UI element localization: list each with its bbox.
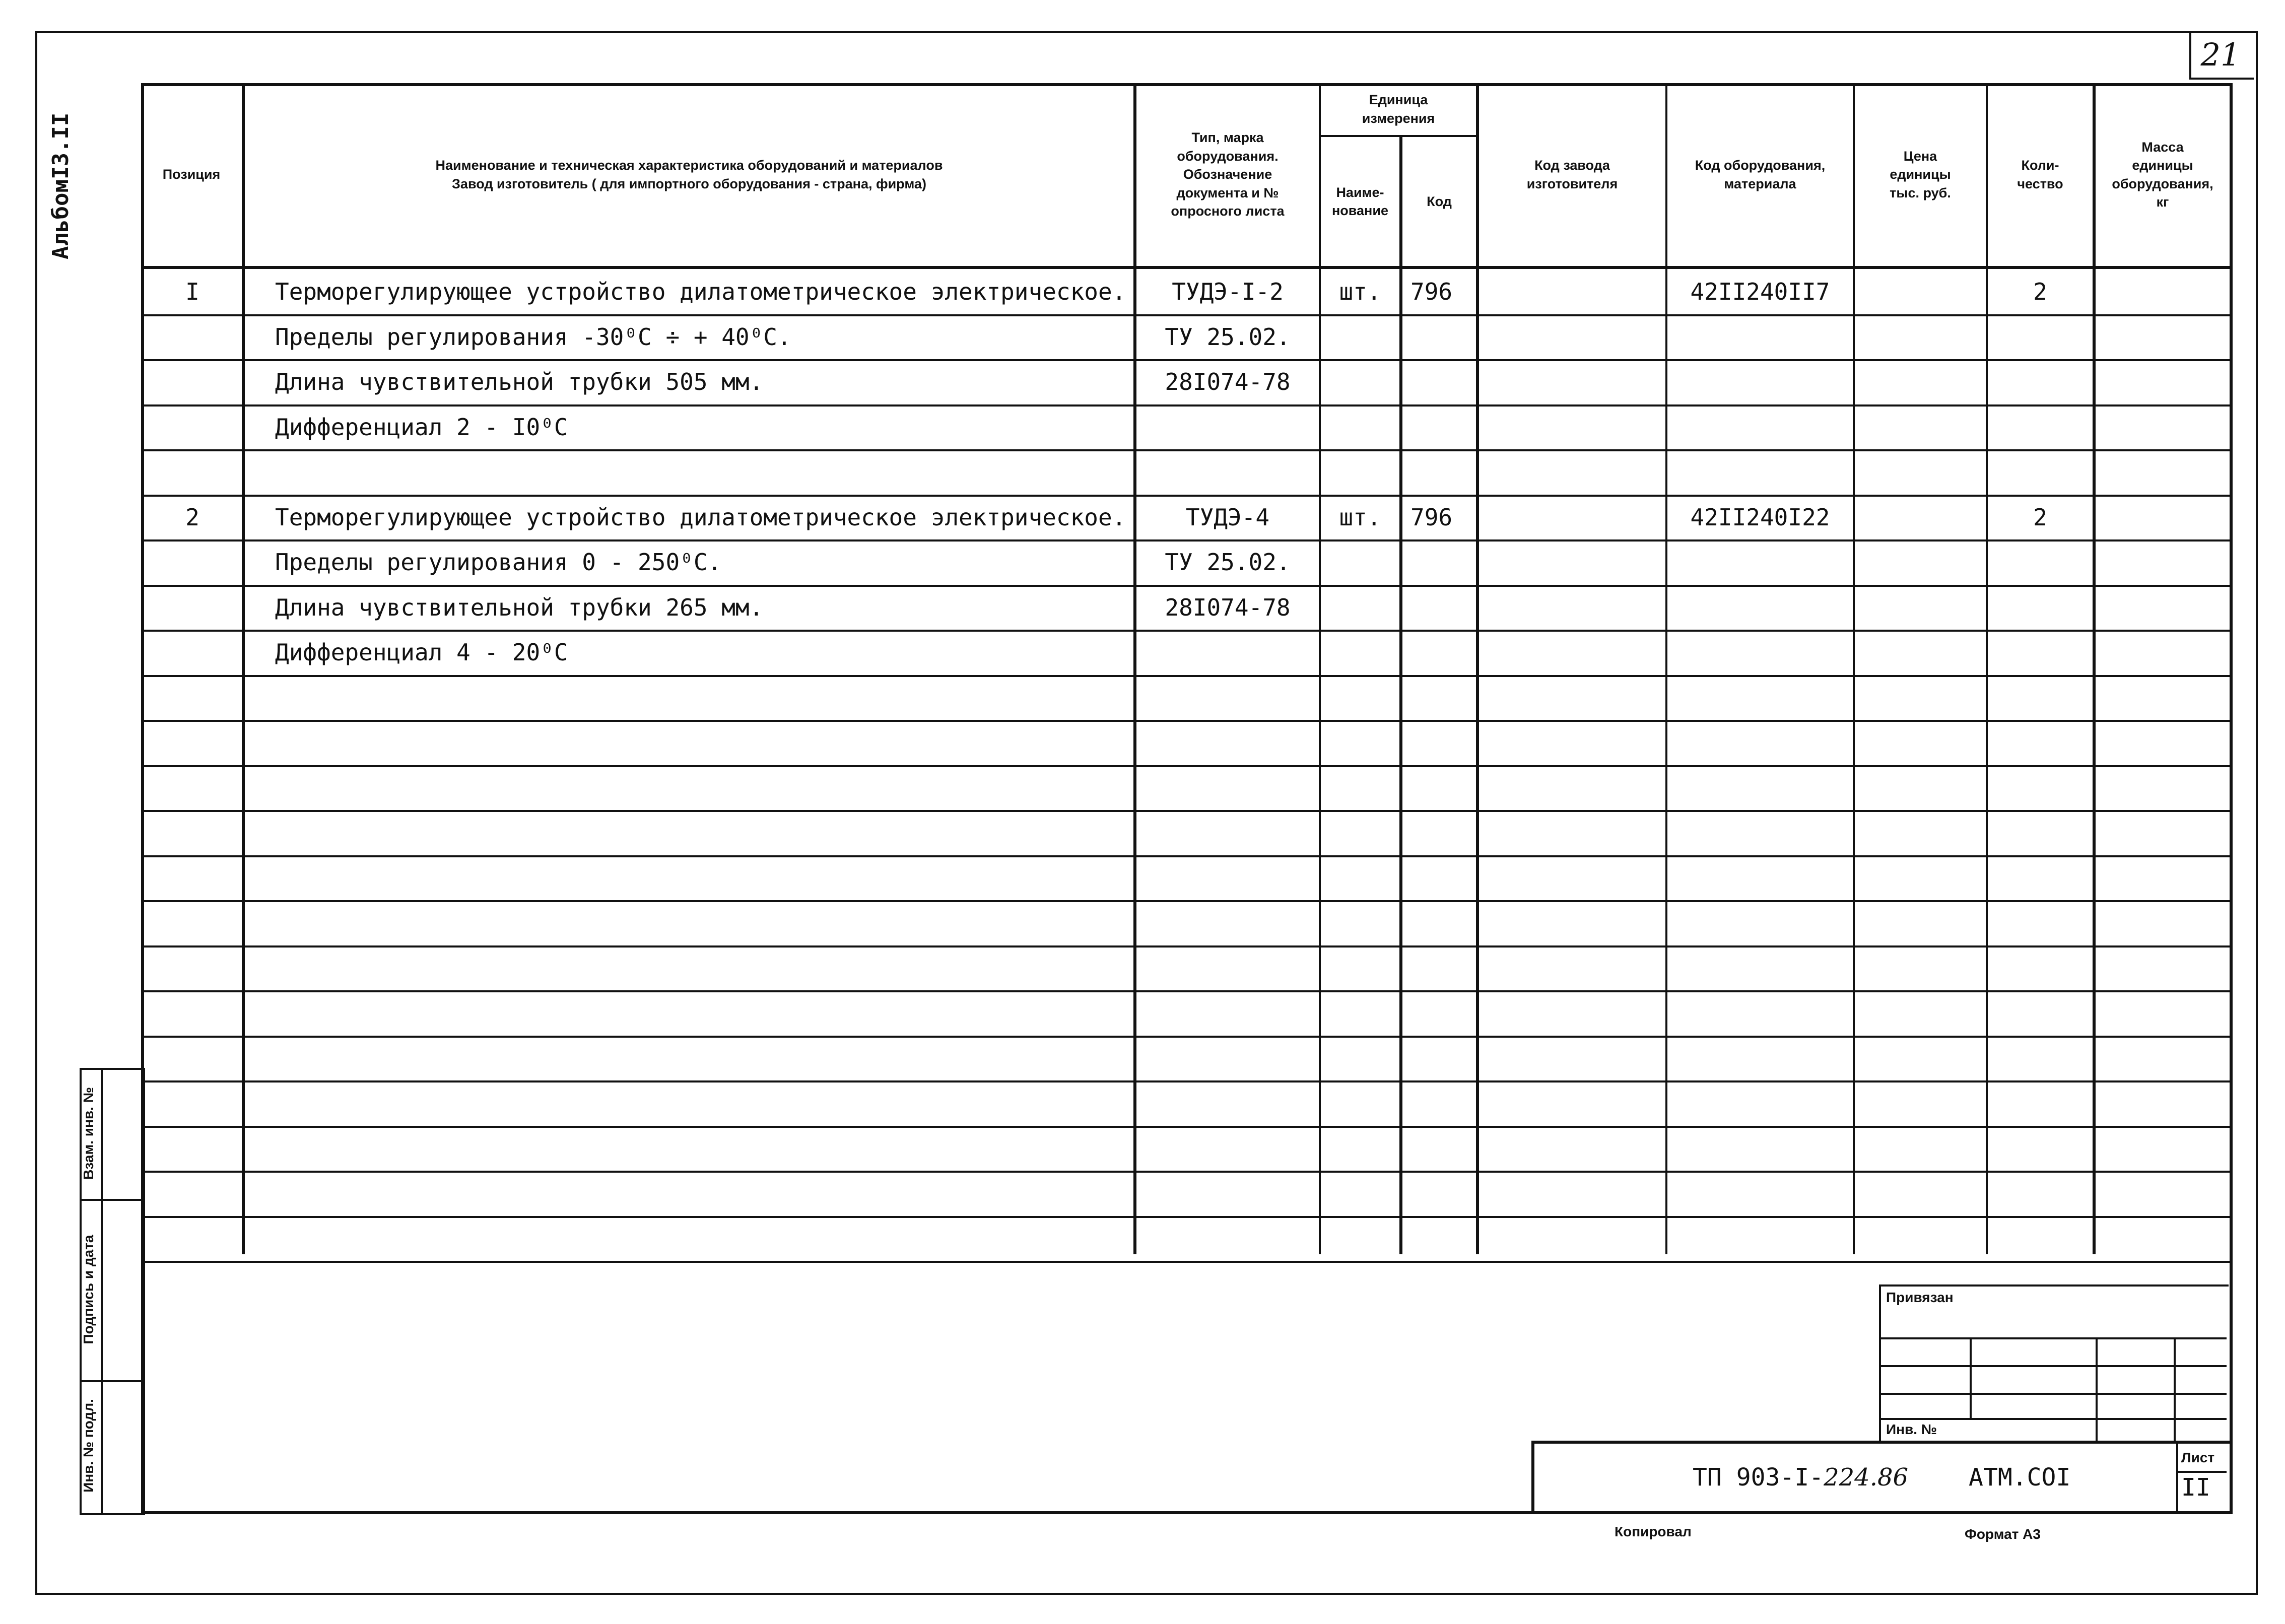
cell-unit-code <box>1410 539 1476 585</box>
cell-unit-name <box>1321 449 1399 495</box>
format-label: Формат А3 <box>1965 1526 2041 1542</box>
cell-name: Дифференциал 4 - 20⁰С <box>275 639 568 666</box>
side-stamp-podpis-data: Подпись и дата <box>81 1235 96 1344</box>
cell-equipment-code <box>1667 630 1853 675</box>
row-line <box>141 765 2230 767</box>
document-code-suffix: АТМ.СОI <box>1969 1463 2071 1492</box>
cell-unit-code <box>1410 630 1476 675</box>
header-mass: Масса единицы оборудования, кг <box>2112 139 2213 210</box>
cell-name: Длина чувствительной трубки 505 мм. <box>275 368 764 395</box>
cell-price <box>1855 630 1986 675</box>
cell-mass <box>2096 359 2230 404</box>
cell-type <box>1136 449 1319 495</box>
document-code-prefix: ТП 903-I- <box>1693 1463 1824 1492</box>
side-stamp-divider <box>80 1380 143 1382</box>
cell-name: Пределы регулирования -30⁰С ÷ + 40⁰С. <box>275 323 791 351</box>
document-code <box>1693 1463 2070 1492</box>
cell-mass <box>2096 314 2230 360</box>
cell-equipment-code: 42II240II7 <box>1690 278 1830 305</box>
header-plant-code: Код завода изготовителя <box>1526 158 1618 191</box>
cell-quantity <box>1988 404 2093 450</box>
sheet-number: 21 <box>2200 36 2241 73</box>
sheet-value: II <box>2181 1473 2210 1502</box>
cell-unit-name <box>1321 359 1399 404</box>
row-line <box>141 1126 2230 1128</box>
cell-unit-name <box>1321 630 1399 675</box>
cell-price <box>1855 495 1986 540</box>
cell-equipment-code <box>1667 404 1853 450</box>
cell-mass <box>2096 269 2230 314</box>
cell-quantity <box>1988 449 2093 495</box>
header-unit-name: Наиме- нование <box>1332 184 1388 218</box>
cell-unit-code <box>1410 404 1476 450</box>
album-label: АльбомI3.II <box>48 112 74 259</box>
title-block-sheet-line <box>2176 1471 2227 1473</box>
header-position: Позиция <box>162 167 221 182</box>
cell-mass <box>2096 539 2230 585</box>
cell-name: Терморегулирующее устройство дилатометрическое электрическое. <box>275 504 1126 531</box>
row-line <box>141 990 2230 992</box>
row-line <box>141 1261 2230 1263</box>
side-stamp-vzam-inv: Взам. инв. № <box>81 1087 96 1180</box>
cell-price <box>1855 585 1986 630</box>
inv-no-label: Инв. № <box>1886 1422 1937 1437</box>
cell-mass <box>2096 449 2230 495</box>
cell-position <box>143 585 242 630</box>
privyazan-col <box>2174 1337 2176 1441</box>
cell-quantity: 2 <box>2033 278 2047 305</box>
cell-name: Пределы регулирования 0 - 250⁰С. <box>275 549 722 576</box>
header-type: Тип, марка оборудования. Обозначение документа и № опросного листа <box>1171 130 1285 219</box>
cell-name: Терморегулирующее устройство дилатометрическое электрическое. <box>275 278 1126 305</box>
cell-plant-code <box>1479 404 1665 450</box>
cell-type <box>1136 404 1319 450</box>
cell-quantity <box>1988 539 2093 585</box>
cell-type: 28I074-78 <box>1165 594 1291 621</box>
row-line <box>141 720 2230 722</box>
cell-quantity <box>1988 630 2093 675</box>
cell-type: ТУДЭ-I-2 <box>1172 278 1284 305</box>
cell-type: ТУ 25.02. <box>1165 549 1291 576</box>
header-equipment-code: Код оборудования, материала <box>1695 158 1826 191</box>
cell-name: Длина чувствительной трубки 265 мм. <box>275 594 764 621</box>
side-stamp-inv-podl: Инв. № подл. <box>81 1399 96 1493</box>
cell-price <box>1855 269 1986 314</box>
cell-type: ТУДЭ-4 <box>1185 504 1270 531</box>
side-stamp-divider <box>80 1199 143 1201</box>
row-line <box>141 1080 2230 1082</box>
cell-unit-code <box>1410 449 1476 495</box>
document-code-number: 224.86 <box>1824 1463 1909 1492</box>
cell-equipment-code <box>1667 585 1853 630</box>
cell-type: 28I074-78 <box>1165 368 1291 395</box>
header-unit-code: Код <box>1427 193 1452 209</box>
cell-unit-name <box>1321 585 1399 630</box>
cell-unit-name <box>1321 314 1399 360</box>
row-line <box>141 1171 2230 1173</box>
header-price: Цена единицы тыс. руб. <box>1890 148 1951 200</box>
cell-equipment-code <box>1667 449 1853 495</box>
cell-plant-code <box>1479 539 1665 585</box>
row-line <box>141 1216 2230 1218</box>
cell-unit-name: шт. <box>1339 504 1381 531</box>
cell-unit-name <box>1321 404 1399 450</box>
cell-price <box>1855 539 1986 585</box>
row-line <box>141 900 2230 902</box>
cell-mass <box>2096 404 2230 450</box>
cell-unit-name <box>1321 539 1399 585</box>
cell-plant-code <box>1479 449 1665 495</box>
sheet-label: Лист <box>2181 1450 2215 1465</box>
cell-mass <box>2096 585 2230 630</box>
cell-unit-code: 796 <box>1410 278 1453 305</box>
cell-unit-code: 796 <box>1410 504 1453 531</box>
copied-label: Копировал <box>1615 1524 1692 1539</box>
cell-position <box>143 404 242 450</box>
privyazan-col <box>2096 1337 2098 1441</box>
row-line <box>141 675 2230 677</box>
cell-quantity <box>1988 585 2093 630</box>
cell-plant-code <box>1479 630 1665 675</box>
cell-position <box>143 539 242 585</box>
cell-position <box>143 359 242 404</box>
cell-name: Дифференциал 2 - I0⁰С <box>275 414 568 441</box>
col-line <box>1399 136 1402 1254</box>
row-line <box>141 810 2230 812</box>
cell-mass <box>2096 495 2230 540</box>
cell-quantity <box>1988 359 2093 404</box>
privyazan-col <box>1970 1337 1972 1418</box>
cell-unit-name: шт. <box>1339 278 1381 305</box>
cell-price <box>1855 404 1986 450</box>
cell-unit-code <box>1410 314 1476 360</box>
header-quantity: Коли- чество <box>2017 158 2063 191</box>
cell-equipment-code: 42II240I22 <box>1690 504 1830 531</box>
cell-quantity: 2 <box>2033 504 2047 531</box>
cell-plant-code <box>1479 495 1665 540</box>
cell-position <box>143 630 242 675</box>
cell-price <box>1855 449 1986 495</box>
cell-equipment-code <box>1667 314 1853 360</box>
cell-plant-code <box>1479 269 1665 314</box>
title-block-sheet-divider <box>2176 1444 2178 1511</box>
cell-plant-code <box>1479 359 1665 404</box>
header-unit-group: Единица измерения <box>1362 92 1435 126</box>
cell-position: 2 <box>185 504 199 531</box>
cell-unit-code <box>1410 359 1476 404</box>
privyazan-label: Привязан <box>1886 1290 1954 1305</box>
cell-plant-code <box>1479 314 1665 360</box>
cell-price <box>1855 359 1986 404</box>
side-stamp-divider <box>101 1068 103 1513</box>
cell-position <box>143 314 242 360</box>
row-line <box>141 945 2230 948</box>
cell-type: ТУ 25.02. <box>1165 323 1291 351</box>
cell-position <box>143 449 242 495</box>
cell-name <box>275 449 1131 495</box>
cell-equipment-code <box>1667 539 1853 585</box>
cell-unit-code <box>1410 585 1476 630</box>
header-name: Наименование и техническая характеристика оборудований и материалов Завод изготовитель ( для импортного оборудования - страна, фирма) <box>435 158 943 191</box>
cell-mass <box>2096 630 2230 675</box>
cell-equipment-code <box>1667 359 1853 404</box>
cell-type <box>1136 630 1319 675</box>
cell-position: I <box>185 278 199 305</box>
row-line <box>141 855 2230 857</box>
cell-price <box>1855 314 1986 360</box>
cell-plant-code <box>1479 585 1665 630</box>
row-line <box>141 1036 2230 1038</box>
cell-quantity <box>1988 314 2093 360</box>
